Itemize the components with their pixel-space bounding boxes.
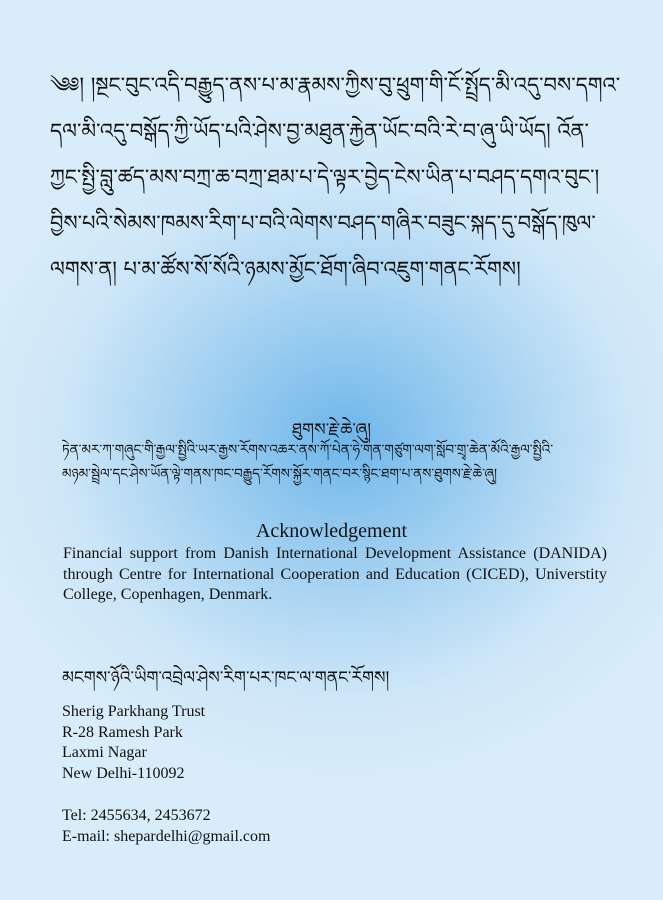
address-line: Sherig Parkhang Trust xyxy=(62,703,206,720)
tibetan-intro-line: ལགས་ན། པ་མ་ཚོས་སོ་སོའི་ཉམས་མྱོང་ཐོག་ཞིབ་འཇུག་གནང་རོགས། xyxy=(50,257,521,281)
acknowledgement-tibetan-text xyxy=(62,438,641,486)
tibetan-intro-paragraph xyxy=(50,62,645,292)
publisher-address xyxy=(62,702,205,784)
publisher-contact xyxy=(62,806,270,847)
acknowledgement-tibetan-heading: ཐུགས་རྗེ་ཆེ་ཞུ། xyxy=(291,420,372,440)
acknowledgement-tibetan-line: ཏེན་མར་ཀ་གཞུང་གི་རྒྱལ་སྤྱིའི་ཡར་རྒྱས་རོགས་འཆར་ནས་ཀོ་པེན་ཧེ་གན་གཙུག་ལག་སློབ་གྲྭ་ཆེན་མོའི་རྒྱལ་སྤྱིའི་ xyxy=(62,442,554,458)
address-line: R-28 Ramesh Park xyxy=(62,723,183,741)
address-line: Laxmi Nagar xyxy=(62,744,147,761)
tibetan-intro-line: དལ་མི་འདུ་བསྒོད་ཀྱི་ཡོད་པའི་ཤེས་བྱ་མཐུན་རྐྱེན་ཡོང་བའི་རེ་བ་ཞུ་ཡི་ཡོད། འོན་ xyxy=(50,119,589,143)
acknowledgement-title: Acknowledgement xyxy=(255,520,408,542)
address-line: New Delhi-110092 xyxy=(62,764,185,782)
tibetan-intro-line: བྱིས་པའི་སེམས་ཁམས་རིག་པ་བའི་ལེགས་བཤད་གཞིར་བཟུང་སྐད་དུ་བསྒོད་ཁུལ་ xyxy=(50,211,596,235)
publisher-tibetan-line: མངགས་ཉོའི་ཡིག་འབྲེལ་ཤེས་རིག་པར་ཁང་ལ་གནང་རོགས། xyxy=(62,668,390,688)
tibetan-intro-line: ཀྱང་སྤྱི་བླུ་ཚད་མས་བཀྲ་ཆ་བཀྲ་ཐམ་པ་དེ་ལྟར་བྱེད་ངེས་ཡིན་པ་བཤད་དགའ་བུང་། xyxy=(50,165,600,189)
acknowledgement-text: Financial support from Danish International Development Assistance (DANIDA) through Centre for International Cooperation and Education (CICED), Universtity College, Copenhagen, Denmark. xyxy=(63,545,607,603)
telephone: Tel: 2455634, 2453672 xyxy=(62,807,211,824)
tibetan-intro-line: ༄༅། །སྔང་བུང་འདི་བརྒྱུད་ནས་པ་མ་རྣམས་ཀྱིས་བུ་ཕྲུག་གི་ངོ་སྤྲོད་མི་འདུ་བས་དགའ་ xyxy=(50,73,621,97)
email: E-mail: shepardelhi@gmail.com xyxy=(62,827,271,845)
acknowledgement-tibetan-line: མཉམ་སྦྲེལ་དང་ཤེས་ཡོན་ལྟེ་གནས་ཁང་བརྒྱུད་རོགས་སྐྱོར་གནང་བར་སྙིང་ཐག་པ་ནས་ཐུགས་རྗེ་ཆེ་ཞུ། xyxy=(62,466,497,482)
